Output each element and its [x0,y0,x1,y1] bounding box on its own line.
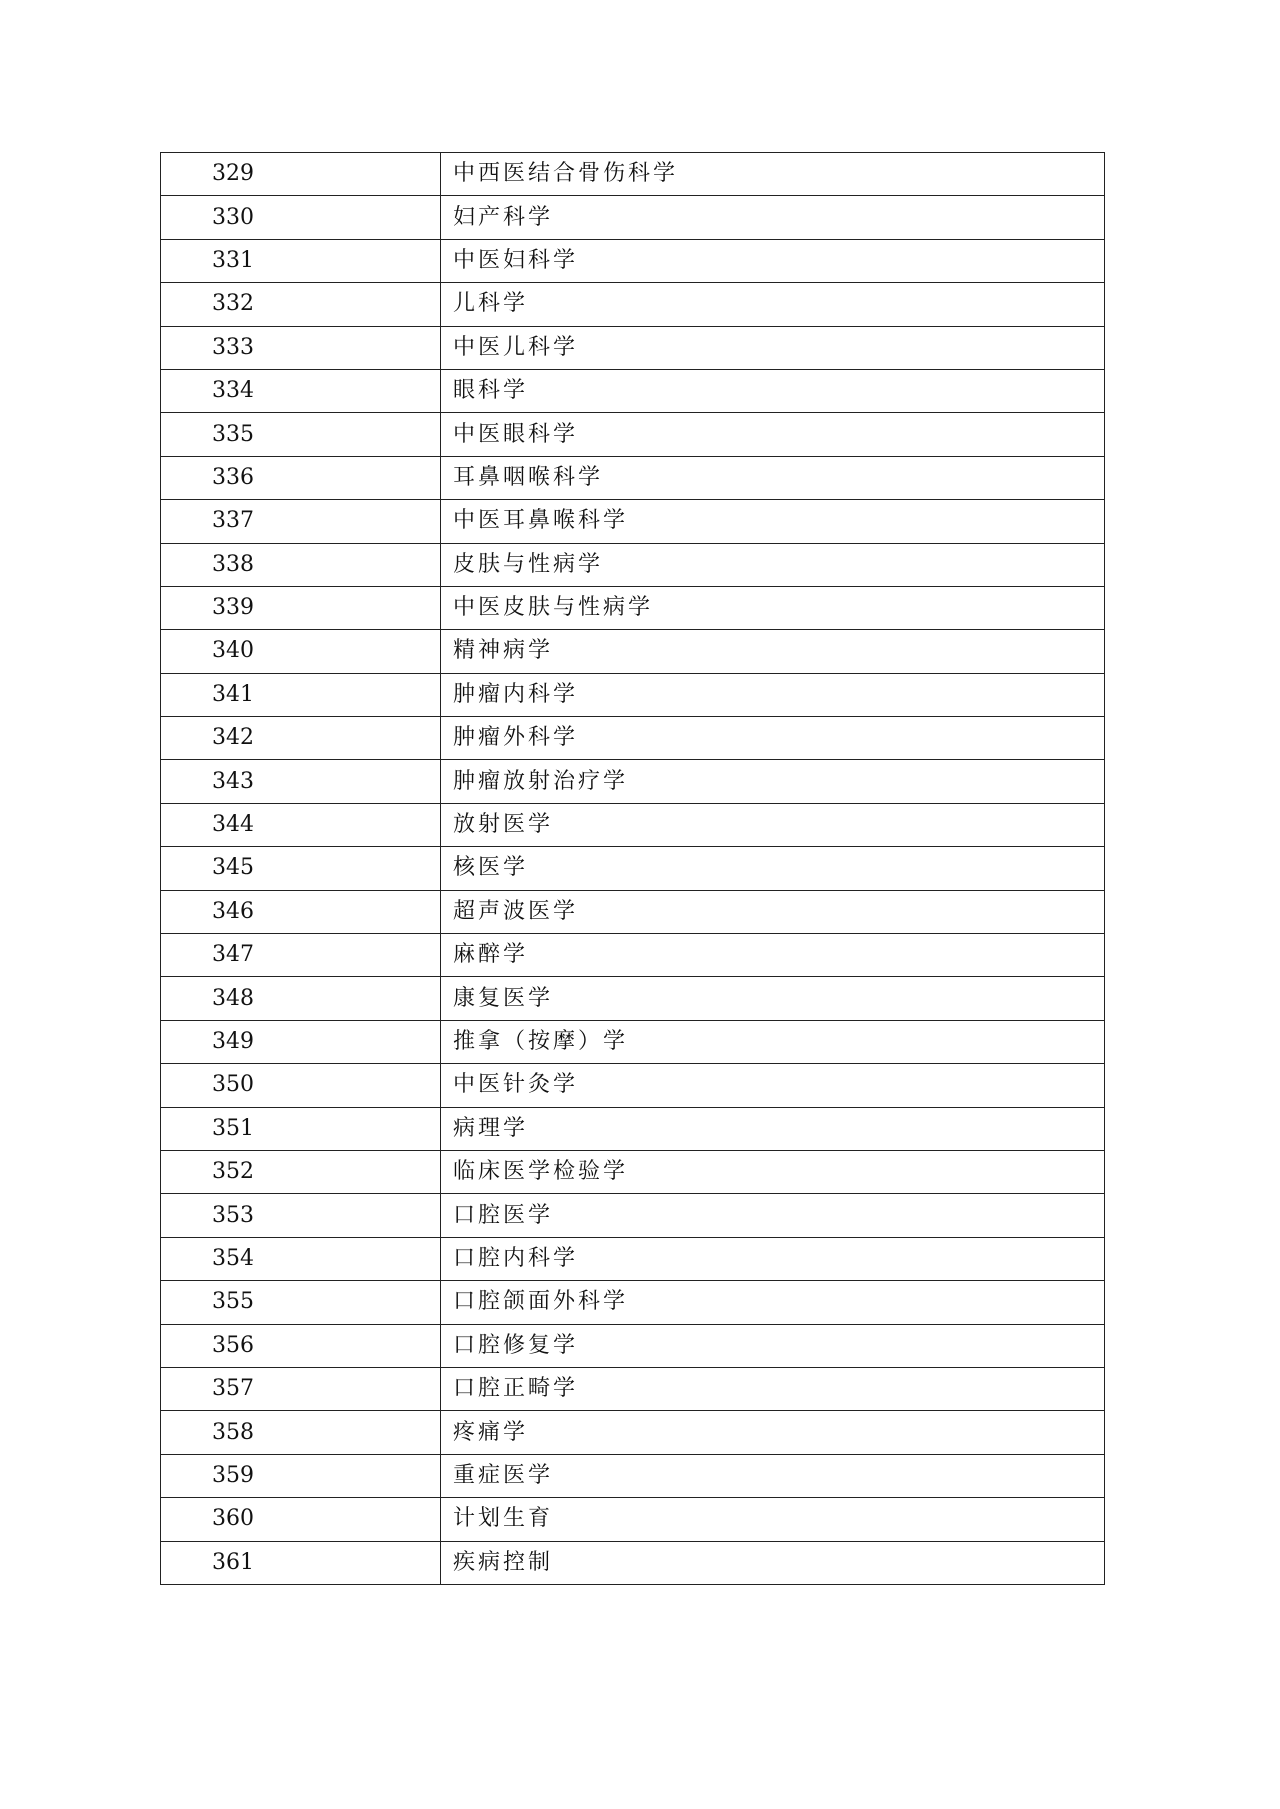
table-row [161,760,1105,803]
table-body [161,153,1105,1585]
specialty-name-cell: 眼科学 [441,369,1105,412]
specialty-name-cell: 儿科学 [441,283,1105,326]
row-number-cell: 348 [161,977,441,1020]
row-number-cell: 342 [161,717,441,760]
table-row [161,1194,1105,1237]
table-row [161,196,1105,239]
table-row [161,1324,1105,1367]
specialty-name-cell: 口腔正畸学 [441,1367,1105,1410]
specialty-name-cell: 疾病控制 [441,1541,1105,1584]
table-row [161,890,1105,933]
specialty-name-cell: 康复医学 [441,977,1105,1020]
row-number-cell: 349 [161,1020,441,1063]
specialty-name-cell: 肿瘤放射治疗学 [441,760,1105,803]
specialty-name-cell: 口腔颌面外科学 [441,1281,1105,1324]
table-row [161,1020,1105,1063]
table-row [161,977,1105,1020]
row-number-cell: 347 [161,934,441,977]
table-row [161,1367,1105,1410]
row-number-cell: 341 [161,673,441,716]
specialty-name-cell: 口腔修复学 [441,1324,1105,1367]
specialty-name-cell: 临床医学检验学 [441,1150,1105,1193]
specialty-name-cell: 中医皮肤与性病学 [441,586,1105,629]
row-number-cell: 360 [161,1498,441,1541]
table-row [161,934,1105,977]
table-row [161,673,1105,716]
row-number-cell: 356 [161,1324,441,1367]
row-number-cell: 344 [161,803,441,846]
table-row [161,153,1105,196]
table-row [161,500,1105,543]
specialty-name-cell: 耳鼻咽喉科学 [441,456,1105,499]
specialty-name-cell: 口腔内科学 [441,1237,1105,1280]
row-number-cell: 333 [161,326,441,369]
specialty-name-cell: 核医学 [441,847,1105,890]
table-row [161,239,1105,282]
specialty-name-cell: 精神病学 [441,630,1105,673]
table-row [161,456,1105,499]
table-row [161,630,1105,673]
row-number-cell: 354 [161,1237,441,1280]
row-number-cell: 337 [161,500,441,543]
specialty-name-cell: 中西医结合骨伤科学 [441,153,1105,196]
table-row [161,413,1105,456]
table-row [161,1281,1105,1324]
row-number-cell: 345 [161,847,441,890]
row-number-cell: 351 [161,1107,441,1150]
row-number-cell: 340 [161,630,441,673]
row-number-cell: 353 [161,1194,441,1237]
row-number-cell: 343 [161,760,441,803]
row-number-cell: 339 [161,586,441,629]
specialty-name-cell: 肿瘤内科学 [441,673,1105,716]
table-row [161,369,1105,412]
specialty-table [160,152,1105,1585]
specialty-name-cell: 中医耳鼻喉科学 [441,500,1105,543]
specialty-name-cell: 重症医学 [441,1454,1105,1497]
row-number-cell: 346 [161,890,441,933]
table-row [161,283,1105,326]
specialty-name-cell: 中医儿科学 [441,326,1105,369]
table-row [161,1107,1105,1150]
table-row [161,326,1105,369]
specialty-name-cell: 计划生育 [441,1498,1105,1541]
table-row [161,1237,1105,1280]
row-number-cell: 336 [161,456,441,499]
table-row [161,1150,1105,1193]
specialty-name-cell: 中医针灸学 [441,1064,1105,1107]
row-number-cell: 338 [161,543,441,586]
table-row [161,1454,1105,1497]
row-number-cell: 331 [161,239,441,282]
table-row [161,1411,1105,1454]
specialty-name-cell: 中医眼科学 [441,413,1105,456]
specialty-name-cell: 妇产科学 [441,196,1105,239]
row-number-cell: 352 [161,1150,441,1193]
specialty-name-cell: 中医妇科学 [441,239,1105,282]
specialty-name-cell: 放射医学 [441,803,1105,846]
row-number-cell: 334 [161,369,441,412]
specialty-name-cell: 皮肤与性病学 [441,543,1105,586]
row-number-cell: 335 [161,413,441,456]
table-row [161,803,1105,846]
row-number-cell: 329 [161,153,441,196]
specialty-name-cell: 推拿（按摩）学 [441,1020,1105,1063]
table-row [161,543,1105,586]
row-number-cell: 361 [161,1541,441,1584]
table-row [161,717,1105,760]
table-row [161,847,1105,890]
row-number-cell: 358 [161,1411,441,1454]
specialty-name-cell: 肿瘤外科学 [441,717,1105,760]
specialty-name-cell: 麻醉学 [441,934,1105,977]
table-row [161,1064,1105,1107]
row-number-cell: 357 [161,1367,441,1410]
specialty-name-cell: 疼痛学 [441,1411,1105,1454]
specialty-name-cell: 口腔医学 [441,1194,1105,1237]
table-row [161,1541,1105,1584]
row-number-cell: 332 [161,283,441,326]
row-number-cell: 359 [161,1454,441,1497]
table-row [161,586,1105,629]
specialty-name-cell: 超声波医学 [441,890,1105,933]
row-number-cell: 330 [161,196,441,239]
row-number-cell: 350 [161,1064,441,1107]
row-number-cell: 355 [161,1281,441,1324]
specialty-name-cell: 病理学 [441,1107,1105,1150]
table-row [161,1498,1105,1541]
